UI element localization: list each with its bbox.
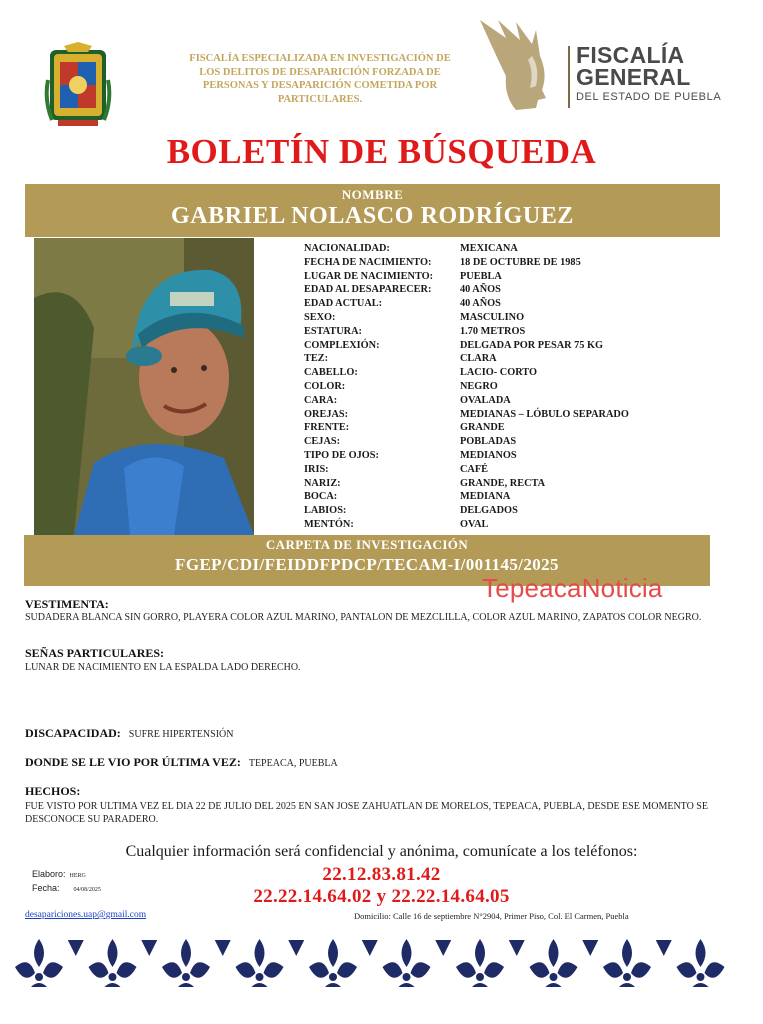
talavera-leaf-icon (68, 940, 84, 956)
detail-label: ESTATURA: (304, 325, 362, 337)
issue-date-value: 04/08/2025 (73, 887, 101, 893)
person-name: GABRIEL NOLASCO RODRÍGUEZ (170, 203, 575, 229)
detail-row (304, 421, 724, 435)
detail-value: MEXICANA (460, 243, 518, 254)
talavera-leaf-icon (215, 940, 231, 956)
detail-label: NARIZ: (304, 477, 341, 489)
office-address: Domicilio: Calle 16 de septiembre N°2904, Primer Piso, Col. El Carmen, Puebla (354, 911, 629, 921)
detail-label: FECHA DE NACIMIENTO: (304, 256, 432, 268)
detail-label: OREJAS: (304, 408, 349, 420)
disability-heading: DISCAPACIDAD: (25, 726, 121, 740)
detail-label: NACIONALIDAD: (304, 243, 390, 254)
facts-heading: HECHOS: (25, 784, 81, 798)
talavera-motif-row (15, 939, 725, 987)
news-watermark: TepeacaNoticia (482, 573, 663, 603)
talavera-leaf-icon (582, 940, 598, 956)
detail-row (304, 490, 724, 504)
detail-value: GRANDE (460, 422, 505, 434)
phone-number-primary[interactable]: 22.12.83.81.42 (322, 864, 441, 885)
detail-value: PUEBLA (460, 270, 502, 282)
detail-row (304, 463, 724, 477)
talavera-motif-icon (677, 939, 725, 987)
talavera-motif-icon (383, 939, 431, 987)
page-title: BOLETÍN DE BÚSQUEDA (166, 132, 597, 171)
detail-label: LUGAR DE NACIMIENTO: (304, 270, 434, 282)
logo-subtitle: DEL ESTADO DE PUEBLA (576, 91, 722, 103)
detail-row (304, 283, 724, 297)
detail-value: 18 DE OCTUBRE DE 1985 (460, 256, 581, 268)
detail-label: EDAD AL DESAPARECER: (304, 284, 432, 296)
fiscalia-head-logo-icon (476, 16, 566, 112)
detail-label: CEJAS: (304, 436, 341, 448)
detail-label: SEXO: (304, 311, 336, 323)
clothing-heading: VESTIMENTA: (25, 597, 109, 611)
detail-label: LABIOS: (304, 505, 347, 517)
detail-row (304, 380, 724, 394)
detail-value: NEGRO (460, 380, 498, 392)
last-seen-line (25, 753, 338, 771)
detail-row (304, 270, 724, 284)
detail-value: GRANDE, RECTA (460, 477, 546, 489)
detail-row (304, 477, 724, 491)
case-file-label: CARPETA DE INVESTIGACIÓN (265, 537, 469, 552)
detail-label: TEZ: (304, 353, 329, 365)
detail-value: MEDIANAS – LÓBULO SEPARADO (460, 408, 629, 420)
detail-value: CAFÉ (460, 463, 489, 475)
detail-label: EDAD ACTUAL: (304, 298, 383, 310)
prepared-by (32, 869, 86, 879)
detail-label: MENTÓN: (304, 518, 354, 530)
detail-label: BOCA: (304, 491, 338, 503)
detail-value: DELGADA POR PESAR 75 KG (460, 339, 604, 351)
detail-row (304, 449, 724, 463)
agency-name (160, 52, 480, 106)
detail-row (304, 394, 724, 408)
last-seen-text: TEPEACA, PUEBLA (248, 758, 338, 769)
missing-person-photo (34, 238, 254, 535)
talavera-leaf-icon (141, 940, 157, 956)
distinguishing-marks-heading: SEÑAS PARTICULARES: (25, 646, 165, 660)
talavera-motif-icon (89, 939, 137, 987)
clothing-text: SUDADERA BLANCA SIN GORRO, PLAYERA COLOR AZUL MARINO, PANTALON DE MEZCLILLA, COLOR AZUL MARINO, ZAPATOS COLOR NEGRO. (25, 612, 702, 623)
talavera-motif-icon (15, 939, 63, 987)
logo-divider (568, 46, 570, 108)
detail-row (304, 325, 724, 339)
prepared-by-label: Elaboro: (32, 869, 66, 879)
talavera-leaf-icon (362, 940, 378, 956)
talavera-leaf-icon (656, 940, 672, 956)
detail-label: CABELLO: (304, 367, 358, 379)
detail-label: FRENTE: (304, 422, 350, 434)
puebla-coat-of-arms-icon (44, 40, 112, 130)
detail-value: POBLADAS (460, 436, 517, 448)
detail-value: LACIO- CORTO (460, 367, 537, 379)
detail-value: OVAL (460, 518, 489, 530)
detail-label: COLOR: (304, 380, 346, 392)
detail-value: 40 AÑOS (460, 298, 501, 310)
agency-line: FISCALÍA ESPECIALIZADA EN INVESTIGACIÓN DE (189, 53, 451, 64)
prepared-by-value: HERG (69, 873, 86, 879)
detail-row (304, 435, 724, 449)
detail-value: DELGADOS (460, 505, 518, 517)
logo-title-line2: GENERAL (576, 64, 691, 90)
disability-line (25, 724, 233, 742)
detail-row (304, 408, 724, 422)
detail-label: IRIS: (304, 463, 329, 475)
talavera-leaf-icon (435, 940, 451, 956)
detail-row (304, 352, 724, 366)
detail-row (304, 339, 724, 353)
detail-row (304, 297, 724, 311)
agency-line: LOS DELITOS DE DESAPARICIÓN FORZADA DE (199, 66, 441, 78)
detail-value: MEDIANOS (460, 449, 517, 461)
detail-row (304, 518, 724, 532)
detail-label: CARA: (304, 394, 338, 406)
agency-line: PARTICULARES. (277, 93, 363, 105)
contact-info: Cualquier información será confidencial y anónima, comunícate a los teléfonos: (125, 843, 638, 860)
detail-value: OVALADA (460, 394, 511, 406)
talavera-motif-icon (236, 939, 284, 987)
talavera-motif-icon (309, 939, 357, 987)
issue-date (32, 883, 101, 893)
name-label: NOMBRE (341, 187, 404, 202)
detail-label: COMPLEXIÓN: (304, 339, 380, 351)
phone-numbers-secondary[interactable]: 22.22.14.64.02 y 22.22.14.64.05 (253, 886, 510, 907)
detail-row (304, 311, 724, 325)
case-file-number: FGEP/CDI/FEIDDFPDCP/TECAM-I/001145/2025 (175, 555, 559, 574)
detail-label: TIPO DE OJOS: (304, 449, 379, 461)
detail-row (304, 256, 724, 270)
talavera-motif-icon (162, 939, 210, 987)
talavera-pattern-border (14, 932, 749, 994)
detail-value: MEDIANA (460, 491, 511, 503)
detail-value: MASCULINO (460, 311, 525, 323)
name-band (25, 184, 720, 237)
issue-date-label: Fecha: (32, 883, 60, 893)
detail-value: 40 AÑOS (460, 284, 501, 296)
talavera-motif-icon (530, 939, 578, 987)
logo-title-line1: FISCALÍA (576, 42, 685, 68)
distinguishing-marks-text: LUNAR DE NACIMIENTO EN LA ESPALDA LADO DERECHO. (25, 662, 301, 673)
contact-email-link[interactable]: desapariciones.uap@gmail.com (25, 910, 147, 920)
detail-value: 1.70 METROS (460, 325, 526, 337)
facts-text: FUE VISTO POR ULTIMA VEZ EL DIA 22 DE JULIO DEL 2025 EN SAN JOSE ZAHUATLAN DE MORELOS, TEPEACA, PUEBLA, DESDE ESE MOMENTO SE DESCONOCE SU PARADERO. (25, 801, 708, 825)
talavera-leaf-icon (288, 940, 304, 956)
detail-row (304, 504, 724, 518)
talavera-motif-icon (603, 939, 651, 987)
talavera-leaf-icon (509, 940, 525, 956)
disability-text: SUFRE HIPERTENSIÓN (128, 729, 234, 740)
talavera-motif-icon (456, 939, 504, 987)
detail-value: CLARA (460, 353, 497, 365)
last-seen-heading: DONDE SE LE VIO POR ÚLTIMA VEZ: (25, 755, 241, 769)
agency-line: PERSONAS Y DESAPARICIÓN COMETIDA POR (202, 80, 438, 91)
detail-row (304, 242, 724, 256)
physical-details (304, 242, 724, 532)
detail-row (304, 366, 724, 380)
